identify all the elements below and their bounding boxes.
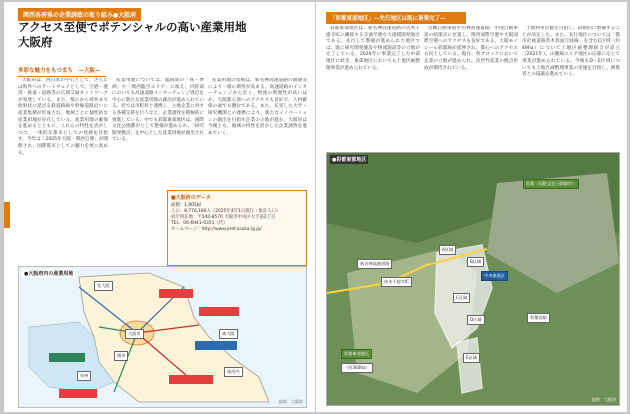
data-area: 面積：1,905㎢ <box>171 203 202 208</box>
area-size-label: （約360ha） <box>341 363 373 373</box>
zone-a-label: A区域 <box>439 245 456 255</box>
site-marker-1 <box>159 289 193 298</box>
data-office: 府庁所在地：〒540-8570 大阪市中央区大手前2丁目 <box>171 215 276 220</box>
data-tel: TEL：06-6941-0351（代） <box>171 221 228 226</box>
data-box-heading: ■大阪府のデータ <box>171 195 211 201</box>
map-region-north: 北大阪 <box>94 281 113 291</box>
section-heading: 多彩な魅力をもつまち —大阪— <box>18 66 106 77</box>
map-region-senshu: 泉州 <box>77 371 91 381</box>
photo-credit: 提供：大阪府 <box>592 397 616 402</box>
right-page <box>316 2 627 412</box>
page-edge-tab <box>4 202 10 228</box>
right-column-2-text: 近畿自動車道や名神高速道路、中国自動車道の結節点に位置し、関西国際空港や大阪国際空港へのアクセスも良好である。大阪モノレール彩都線が延伸され、都心へのアクセスも向上している。現在、各ブロックにおいて企業の立地が進められ、次世代産業の拠点形成が期待されている。 <box>424 26 518 71</box>
zone-b-label: B区域 <box>467 257 484 267</box>
body-column-3 <box>208 78 307 186</box>
left-page <box>4 2 315 412</box>
new-meishin-label: 新名神高速道路 <box>357 259 392 269</box>
site-marker-6 <box>49 353 85 362</box>
right-section-heading: 「彩都東部地区」—先行地区は既に事業完了— <box>326 12 466 24</box>
ic-label: 茨木千提寺IC <box>381 277 412 287</box>
site-marker-3 <box>195 341 237 350</box>
osaka-map-graphic <box>19 267 306 407</box>
map-label: ●大阪府内の産業用地 <box>24 271 74 277</box>
page-title <box>18 20 304 50</box>
data-url: ホームページ：http://www.pref.osaka.lg.jp/ <box>171 227 262 232</box>
map-region-east: 東大阪 <box>219 329 238 339</box>
site-marker-5 <box>59 389 97 398</box>
east-area-label: 彩都東部地区 <box>341 349 372 359</box>
right-column-1-text: 彩都東部地区は、新名神高速道路の茨木千提寺ICに隣接する交通至便な大規模開発地区である。先行して整備が進められた地区では、既に研究開発施設や物流施設等の立地が完了している。2020年に事業完了した中部地区に続き、東部地区においても土地区画整理事業が進められている。 <box>326 26 420 71</box>
body-column-2 <box>112 78 204 186</box>
map-credit: 提供：大阪府 <box>279 399 303 404</box>
body-column-1-text: 大阪府は、西日本の中心として、さらには海外へのゲートウェイとして、空港・港湾・鉄道・道路等の広域交通ネットワークが発達している。また、都心から郊外まで放射状に延びる鉄道路線や幹線道路沿いに産業集積が形成され、地域ごとに個性的な産業用地が存在している。産業用地の確保を進めるとともに、これらの特性を活かしつつ、一体的な都市としての発展を目指す。今年は「2025年大阪・関西万博」が開催され、国際都市としての魅力を更に高める。 <box>18 78 108 156</box>
map-region-sakai: 堺市 <box>114 351 128 361</box>
zone-c-label: C区域 <box>453 293 470 303</box>
data-population: 人口：8,776,186人（2025年4月1日現在・推計人口） <box>171 209 281 214</box>
industrial-land-map <box>18 266 307 408</box>
right-column-1 <box>326 26 420 148</box>
body-column-1 <box>18 78 108 260</box>
kicker-label: 関西各府県の企業誘致の取り組み●大阪府 <box>18 8 141 21</box>
body-column-2-text: 産業用地については、臨海部の「咲・夢洲」や「関西臨空エリア」に加え、内陸部においても高速道路インターチェンジ周辺を中心に新たな産業用地の創出が進められている。府では市町村と連携し、立地企業に対する各種支援を行うなど、企業誘致を積極的に推進している。中でも彩都東部地区は、国際文化公園都市として整備が進められ、「研究開発拠点」を中心とした産業用地が創出されている。 <box>112 78 204 143</box>
central-east-label: 中央東地区 <box>481 271 508 281</box>
site-marker-4 <box>169 375 213 384</box>
right-column-3-text: 土地利用計画を目指し、段階的に整備することが決定した。また、先行地区については「都市計画道路茨木箕面丘陵線」を含むC区域（約49ha）について土地区画整理組合が設立（2021年）。山麓線エリア地区の応募に応じて事業が進められている。今後もD・E区域についても土地区画整理事業の実施を目指し、関係者との協議を進めていく。 <box>522 26 620 78</box>
body-column-3-text: 産業用地の集積は、新名神高速道路の開通等により一層の期待が高まる。高速道路のインターチェンジから近く、物流の利便性が高いほか、大阪都心部へのアクセスも良好で、人材確保の面でも優位である。また、充実した大学・研究機関との連携により、新たなイノベーションの創出を目指す企業の立地が進む。大阪府は今後とも、地域の特性を活かした企業誘致を進めていく。 <box>208 78 307 136</box>
zone-d-label: D区域 <box>467 315 485 325</box>
photo-caption: ●彩都東部地区 <box>332 157 367 163</box>
site-marker-2 <box>199 307 239 316</box>
park-label: 彩都（国際文化公園都市） <box>523 179 579 189</box>
right-column-2 <box>424 26 518 148</box>
title-line-2: 大阪府 <box>18 35 53 49</box>
title-line-1: アクセス至便でポテンシャルの高い産業用地 <box>18 20 247 34</box>
right-column-3 <box>522 26 620 148</box>
station-label: 彩都西駅 <box>527 313 550 323</box>
map-region-osaka-city: 大阪市 <box>125 329 144 339</box>
site-boundary-south <box>457 338 482 393</box>
aerial-photo <box>326 152 620 406</box>
prefecture-data-box <box>167 190 307 266</box>
zone-e-label: E区域 <box>463 353 480 363</box>
map-region-south-kawachi: 南河内 <box>224 367 243 377</box>
